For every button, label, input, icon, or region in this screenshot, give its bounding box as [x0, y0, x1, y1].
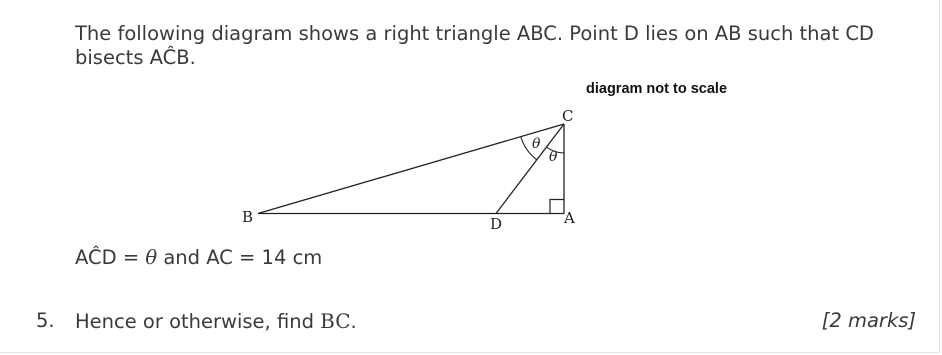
right-angle-marker [550, 200, 564, 214]
side-bc [258, 124, 564, 214]
triangle-diagram [230, 100, 610, 235]
given-part-1: AĈD = [75, 246, 146, 269]
question-text [75, 309, 357, 333]
vertex-label-d: D [490, 215, 503, 233]
question-prompt: Hence or otherwise, find [75, 310, 321, 333]
vertex-label-c: C [562, 107, 574, 125]
question-number: 5. [36, 309, 55, 332]
angle-label-bcd: θ [532, 136, 541, 152]
question-period: . [350, 310, 357, 333]
question-math: BC [320, 309, 351, 333]
intro-line-1: The following diagram shows a right triangle ABC. Point D lies on AB such that CD [75, 22, 874, 45]
angle-label-dca: θ [549, 149, 558, 165]
vertex-label-b: B [242, 208, 254, 226]
given-part-2: and AC = 14 cm [157, 246, 323, 269]
intro-line-2: bisects AĈB. [75, 46, 196, 69]
given-statement [75, 246, 322, 269]
question-marks: [2 marks] [821, 309, 916, 332]
question-intro [75, 22, 925, 70]
diagram-note: diagram not to scale [586, 81, 728, 97]
vertex-label-a: A [564, 209, 575, 227]
given-theta: θ [145, 246, 158, 269]
